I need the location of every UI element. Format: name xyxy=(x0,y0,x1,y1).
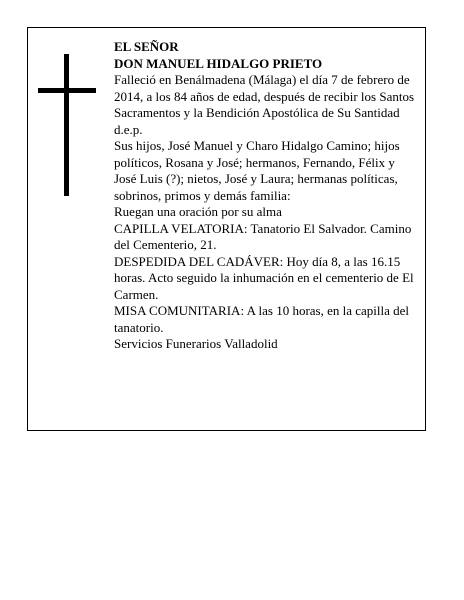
farewell-info: DESPEDIDA DEL CADÁVER: Hoy día 8, a las 16.15 horas. Acto seguido la inhumación en el cementerio de El Carmen. xyxy=(114,253,414,302)
deceased-name: DON MANUEL HIDALGO PRIETO xyxy=(114,55,323,71)
mass-info: MISA COMUNITARIA: A las 10 horas, en la capilla del tanatorio. xyxy=(114,303,410,335)
cross-vertical-bar xyxy=(64,54,69,196)
dep-text: d.e.p. xyxy=(114,121,143,137)
chapel-info: CAPILLA VELATORIA: Tanatorio El Salvador. Camino del Cementerio, 21. xyxy=(114,220,412,252)
funeral-services: Servicios Funerarios Valladolid xyxy=(114,336,278,351)
cross-horizontal-bar xyxy=(38,88,96,93)
title-line-1: EL SEÑOR xyxy=(114,39,179,54)
prayer-request: Ruegan una oración por su alma xyxy=(114,204,282,219)
family-list: Sus hijos, José Manuel y Charo Hidalgo Camino; hijos políticos, Rosana y José; hermanos, Fernando, Félix y José Luis (?); nietos, José y Laura; hermanas políticas, sobrinos, primos y demás familia: xyxy=(114,138,400,203)
obituary-text xyxy=(114,39,418,353)
death-statement: Falleció en Benálmadena (Málaga) el día 7 de febrero de 2014, a los 84 años de edad, después de recibir los Santos Sacramentos y la Bendición Apostólica de Su Santidad xyxy=(114,72,415,120)
cross-icon xyxy=(38,54,96,196)
